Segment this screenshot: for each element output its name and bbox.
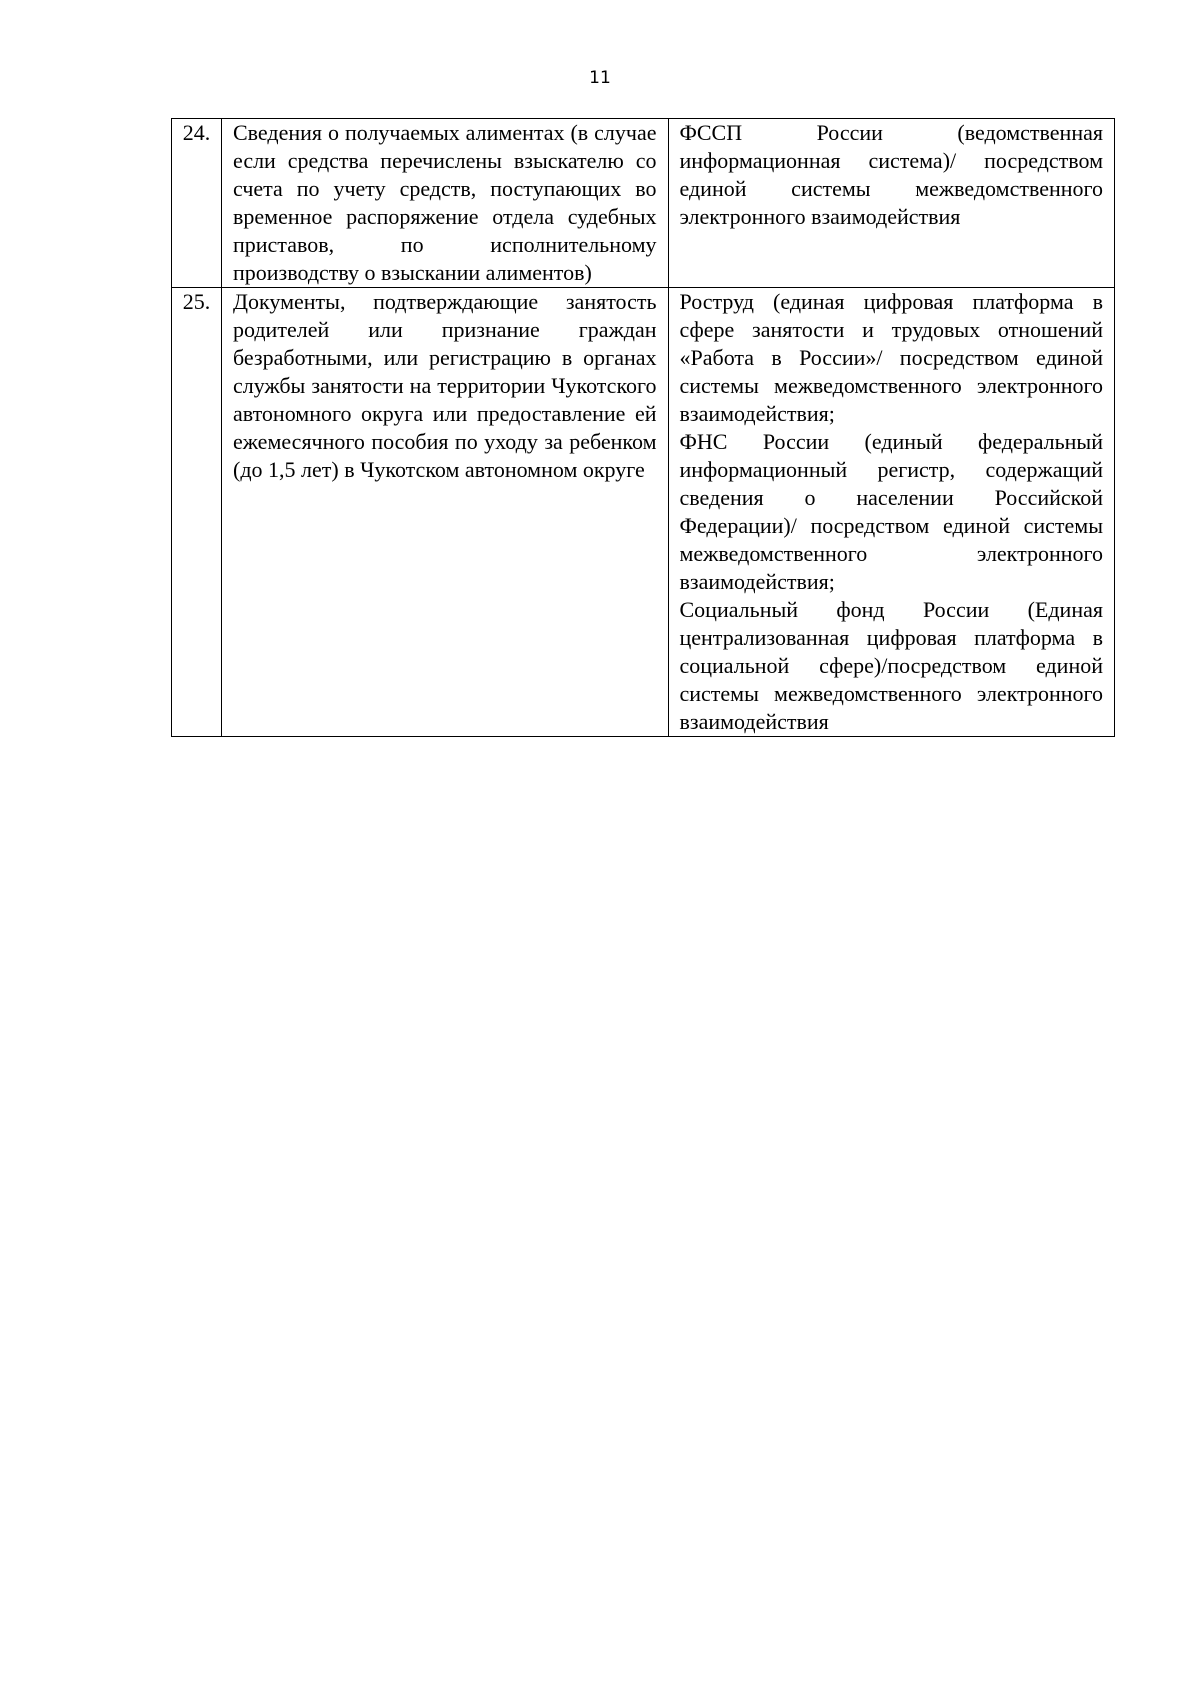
source-paragraph: ФНС России (единый федеральный информационный регистр, содержащий сведения о населении Российской Федерации)/ посредством единой системы межведомственного электронного взаимодействия; xyxy=(679,429,1103,594)
source-paragraph: Роструд (единая цифровая платформа в сфере занятости и трудовых отношений «Работа в России»/ посредством единой системы межведомственного электронного взаимодействия; xyxy=(679,289,1103,426)
info-cell: Документы, подтверждающие занятость родителей или признание граждан безработными, или регистрацию в органах службы занятости на территории Чукотского автономного округа или предоставление ей ежемесячного пособия по уходу за ребенком (до 1,5 лет) в Чукотском автономном округе xyxy=(222,288,669,737)
table-row xyxy=(172,119,1115,288)
source-paragraph: ФССП России (ведомственная информационная система)/ посредством единой системы межведомственного электронного взаимодействия xyxy=(679,120,1103,229)
info-cell: Сведения о получаемых алиментах (в случае если средства перечислены взыскателю со счета по учету средств, поступающих во временное распоряжение отдела судебных приставов, по исполнительному производству о взыскании алиментов) xyxy=(222,119,669,288)
source-paragraph: Социальный фонд России (Единая централизованная цифровая платформа в социальной сфере)/посредством единой системы межведомственного электронного взаимодействия xyxy=(679,597,1103,734)
source-cell xyxy=(668,119,1115,288)
row-number: 24. xyxy=(172,119,222,288)
source-cell xyxy=(668,288,1115,737)
page-number: 11 xyxy=(589,68,611,88)
row-number: 25. xyxy=(172,288,222,737)
table-row xyxy=(172,288,1115,737)
data-table xyxy=(171,118,1115,737)
